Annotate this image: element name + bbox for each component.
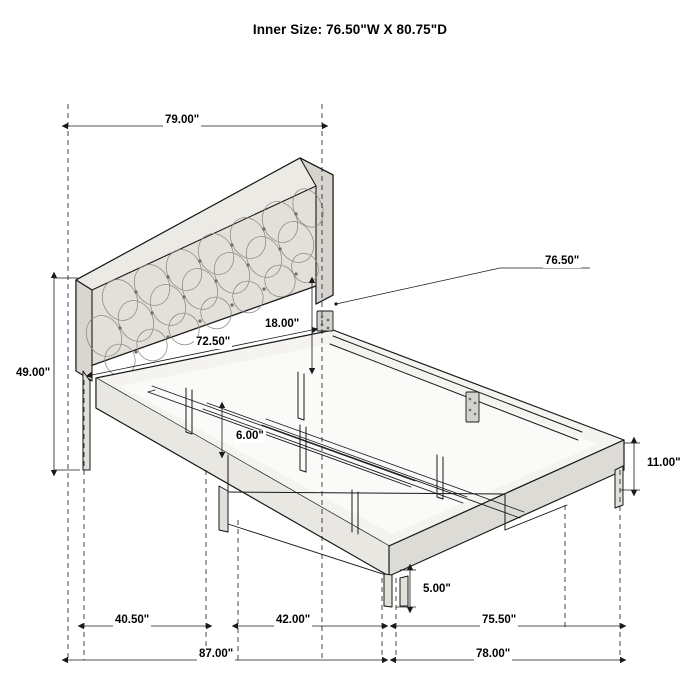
dimension-label-headboard-depth: 76.50" — [545, 255, 580, 267]
dimension-label-side-rail-span: 75.50" — [482, 614, 517, 626]
dimension-label-headboard-panel-height: 18.00" — [265, 318, 300, 330]
dimension-label-overall-depth-side: 78.00" — [476, 648, 511, 660]
dimension-label-overall-width-top: 79.00" — [165, 114, 200, 126]
dimension-label-overall-height: 49.00" — [16, 367, 51, 379]
dimension-label-slat-clearance: 6.00" — [236, 430, 264, 442]
dimension-label-footboard-mid-span: 42.00" — [276, 614, 311, 626]
dimension-label-footboard-left-span: 40.50" — [115, 614, 150, 626]
dimension-label-leg-height: 5.00" — [423, 583, 451, 595]
dimension-label-side-rail-height: 11.00" — [647, 457, 681, 469]
dimension-label-mattress-width-inner: 72.50" — [196, 336, 231, 348]
page-title: Inner Size: 76.50"W X 80.75"D — [252, 22, 448, 37]
dimension-label-overall-length-front: 87.00" — [199, 648, 234, 660]
